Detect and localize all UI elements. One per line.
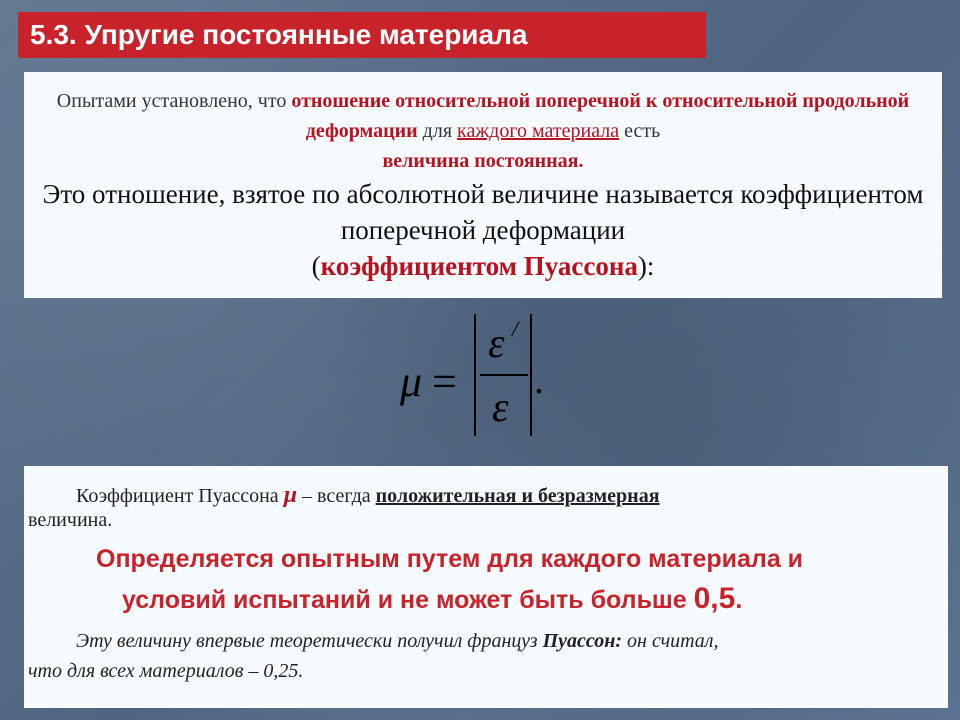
poisson-intro-paragraph — [42, 176, 924, 284]
max-value: 0,5 — [693, 582, 736, 615]
poisson-formula — [396, 312, 566, 440]
slide-title: 5.3. Упругие постоянные материала — [18, 12, 706, 58]
determination-text: условий испытаний и не может быть больше — [122, 586, 694, 614]
poisson-coefficient-term: коэффициентом Пуассона — [320, 251, 638, 281]
formula-numerator: ε — [488, 321, 505, 367]
paren-open: ( — [311, 251, 321, 281]
poisson-intro-text: Это отношение, взятое по абсолютной величине называется коэффициентом поперечной деформации — [42, 179, 924, 245]
determination-period: . — [735, 586, 743, 614]
def-text-constant: величина постоянная. — [382, 150, 584, 172]
def-text-3: есть — [619, 120, 661, 142]
fraction-line — [480, 374, 528, 376]
prop-text-3: величина. — [28, 509, 113, 531]
formula-mu: μ — [400, 357, 423, 406]
prop-positive-dimensionless: положительная и безразмерная — [375, 485, 660, 507]
history-text-3: что для всех материалов – 0,25. — [28, 660, 304, 682]
properties-box — [24, 466, 948, 708]
abs-bar-right — [530, 314, 532, 436]
prop-text-1: Коэффициент Пуассона — [76, 485, 284, 507]
definition-box — [24, 72, 942, 298]
def-text-1: Опытами установлено, что — [56, 90, 292, 112]
formula-denominator: ε — [492, 385, 509, 431]
determination-line-1: Определяется опытным путем для каждого материала и — [96, 545, 804, 573]
paren-close: ): — [637, 251, 655, 281]
formula-period: . — [534, 357, 544, 402]
property-paragraph — [76, 480, 938, 511]
history-paragraph — [28, 626, 938, 686]
abs-bar-left — [474, 314, 476, 436]
def-text-ratio: отношение относительной поперечной к относительной продольной деформации — [291, 90, 910, 142]
prop-mu-symbol: μ — [283, 482, 298, 508]
determination-paragraph — [76, 539, 938, 620]
history-poisson-name: Пуассон: — [542, 630, 623, 652]
definition-paragraph — [42, 86, 924, 176]
def-text-each-material: каждого материала — [457, 120, 620, 142]
formula-equals: = — [432, 357, 457, 406]
def-text-2: для — [417, 120, 458, 142]
determination-line-2 — [76, 579, 938, 620]
formula-prime: / — [512, 316, 519, 341]
prop-text-2: – всегда — [297, 485, 376, 507]
history-text-2: он считал, — [622, 630, 719, 652]
history-text-1: Эту величину впервые теоретически получил француз — [76, 630, 543, 652]
